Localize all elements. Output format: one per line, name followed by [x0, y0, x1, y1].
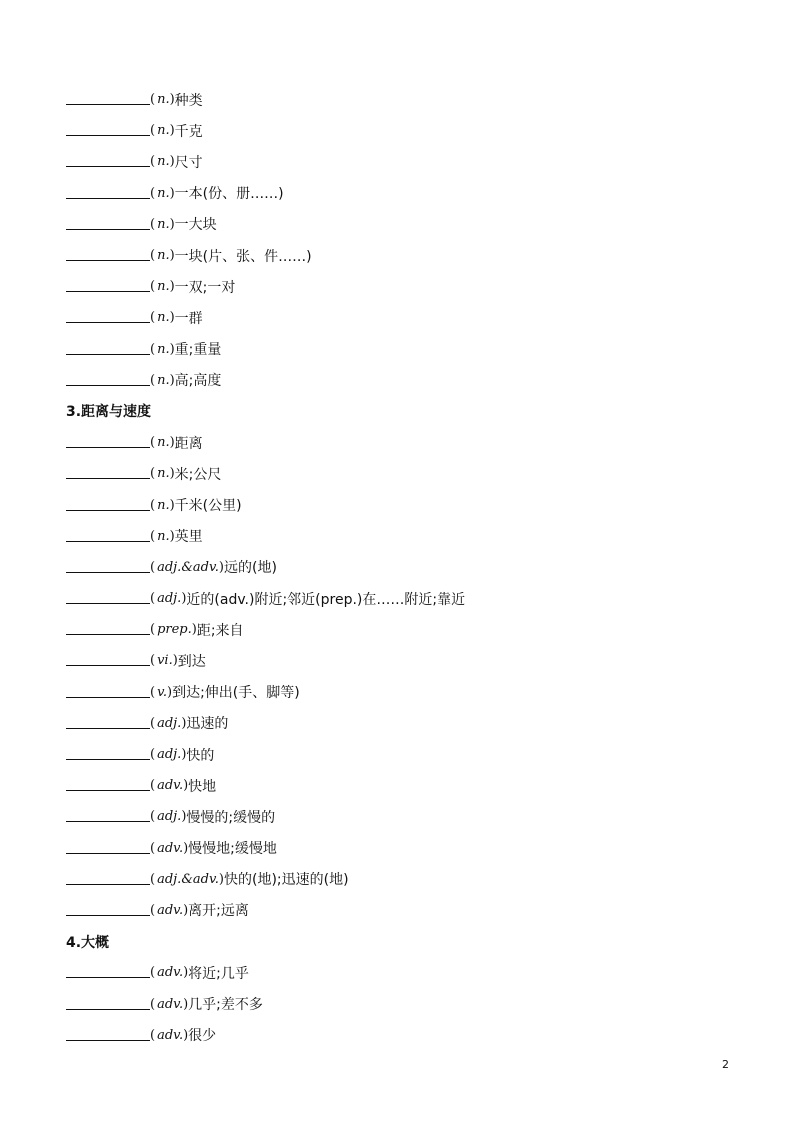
vocab-item	[66, 677, 746, 708]
chinese-meaning: 快的(地);迅速的(地)	[223, 872, 349, 889]
open-paren: (	[150, 185, 156, 201]
chinese-meaning: 几乎;差不多	[188, 997, 263, 1014]
answer-blank[interactable]	[66, 977, 150, 978]
vocab-item	[66, 271, 746, 302]
answer-blank[interactable]	[66, 104, 150, 105]
answer-blank[interactable]	[66, 603, 150, 604]
vocab-item	[66, 146, 746, 177]
close-paren: )	[169, 92, 175, 108]
close-paren: )	[169, 372, 175, 388]
close-paren: )	[169, 497, 175, 513]
section-heading-distance-speed: 3.距离与速度	[66, 404, 152, 421]
close-paren: )	[181, 809, 187, 825]
open-paren: (	[150, 92, 156, 108]
answer-blank[interactable]	[66, 790, 150, 791]
answer-blank[interactable]	[66, 354, 150, 355]
chinese-meaning: 慢慢地;缓慢地	[188, 841, 277, 858]
open-paren: (	[150, 715, 156, 731]
chinese-meaning: 离开;远离	[188, 903, 249, 920]
open-paren: (	[150, 216, 156, 232]
open-paren: (	[150, 497, 156, 513]
vocab-item	[66, 334, 746, 365]
chinese-meaning: 一块(片、张、件……)	[174, 248, 312, 265]
open-paren: (	[150, 965, 156, 981]
chinese-meaning: 一本(份、册……)	[174, 186, 284, 203]
part-of-speech: n.	[157, 216, 170, 232]
answer-blank[interactable]	[66, 447, 150, 448]
chinese-meaning: 英里	[174, 529, 203, 546]
vocab-item	[66, 115, 746, 146]
close-paren: )	[169, 466, 175, 482]
open-paren: (	[150, 341, 156, 357]
open-paren: (	[150, 778, 156, 794]
close-paren: )	[167, 684, 173, 700]
page-number: 2	[722, 1058, 729, 1071]
close-paren: )	[181, 715, 187, 731]
chinese-meaning: 重;重量	[174, 342, 222, 359]
part-of-speech: n.	[157, 341, 170, 357]
answer-blank[interactable]	[66, 728, 150, 729]
chinese-meaning: 迅速的	[186, 716, 229, 733]
close-paren: )	[169, 248, 175, 264]
part-of-speech: n.	[157, 154, 170, 170]
vocab-item	[66, 739, 746, 770]
part-of-speech: n.	[157, 497, 170, 513]
vocab-item	[66, 84, 746, 115]
open-paren: (	[150, 310, 156, 326]
chinese-meaning: 千克	[174, 123, 203, 140]
part-of-speech: adv.	[157, 902, 184, 918]
open-paren: (	[150, 809, 156, 825]
part-of-speech: prep.	[157, 622, 192, 638]
part-of-speech: n.	[157, 92, 170, 108]
part-of-speech: n.	[157, 372, 170, 388]
open-paren: (	[150, 871, 156, 887]
chinese-meaning: 一群	[174, 310, 203, 327]
vocab-item	[66, 240, 746, 271]
open-paren: (	[150, 559, 156, 575]
vocab-item	[66, 708, 746, 739]
section-heading-approximation: 4.大概	[66, 934, 110, 951]
part-of-speech: adv.	[157, 1027, 184, 1043]
open-paren: (	[150, 996, 156, 1012]
chinese-meaning: 尺寸	[174, 154, 203, 171]
answer-blank[interactable]	[66, 884, 150, 885]
open-paren: (	[150, 248, 156, 264]
open-paren: (	[150, 622, 156, 638]
vocab-item	[66, 614, 746, 645]
vocab-item	[66, 801, 746, 832]
part-of-speech: adj.&adv.	[157, 871, 219, 887]
open-paren: (	[150, 684, 156, 700]
open-paren: (	[150, 653, 156, 669]
part-of-speech: n.	[157, 310, 170, 326]
part-of-speech: adj.&adv.	[157, 559, 219, 575]
part-of-speech: adv.	[157, 965, 184, 981]
close-paren: )	[169, 435, 175, 451]
answer-blank[interactable]	[66, 541, 150, 542]
chinese-meaning: 很少	[188, 1028, 217, 1045]
chinese-meaning: 远的(地)	[223, 560, 277, 577]
answer-blank[interactable]	[66, 135, 150, 136]
close-paren: )	[183, 778, 189, 794]
part-of-speech: v.	[157, 684, 168, 700]
close-paren: )	[183, 1027, 189, 1043]
vocab-content	[66, 84, 746, 1051]
close-paren: )	[169, 279, 175, 295]
open-paren: (	[150, 154, 156, 170]
answer-blank[interactable]	[66, 260, 150, 261]
vocab-item	[66, 427, 746, 458]
chinese-meaning: 到达	[177, 653, 206, 670]
chinese-meaning: 快地	[188, 778, 217, 795]
chinese-meaning: 种类	[174, 92, 203, 109]
close-paren: )	[169, 123, 175, 139]
chinese-meaning: 慢慢的;缓慢的	[186, 809, 276, 826]
chinese-meaning: 一双;一对	[174, 279, 236, 296]
vocab-item	[66, 770, 746, 801]
part-of-speech: n.	[157, 248, 170, 264]
close-paren: )	[183, 965, 189, 981]
vocab-item	[66, 178, 746, 209]
part-of-speech: n.	[157, 279, 170, 295]
vocab-group-distance-speed	[66, 427, 746, 926]
answer-blank[interactable]	[66, 915, 150, 916]
part-of-speech: vi.	[157, 653, 173, 669]
close-paren: )	[183, 996, 189, 1012]
chinese-meaning: 距;来自	[196, 622, 244, 639]
part-of-speech: adj.	[157, 715, 182, 731]
part-of-speech: adv.	[157, 840, 184, 856]
answer-blank[interactable]	[66, 229, 150, 230]
close-paren: )	[218, 871, 224, 887]
close-paren: )	[169, 528, 175, 544]
open-paren: (	[150, 902, 156, 918]
answer-blank[interactable]	[66, 665, 150, 666]
open-paren: (	[150, 591, 156, 607]
chinese-meaning: 距离	[174, 435, 203, 452]
answer-blank[interactable]	[66, 510, 150, 511]
chinese-meaning: 近的(adv.)附近;邻近(prep.)在……附近;靠近	[186, 591, 466, 608]
close-paren: )	[172, 653, 178, 669]
open-paren: (	[150, 435, 156, 451]
part-of-speech: n.	[157, 528, 170, 544]
chinese-meaning: 到达;伸出(手、脚等)	[172, 685, 300, 702]
open-paren: (	[150, 840, 156, 856]
part-of-speech: adj.	[157, 591, 182, 607]
close-paren: )	[169, 310, 175, 326]
part-of-speech: n.	[157, 123, 170, 139]
close-paren: )	[169, 185, 175, 201]
chinese-meaning: 米;公尺	[174, 466, 222, 483]
close-paren: )	[169, 216, 175, 232]
part-of-speech: n.	[157, 185, 170, 201]
close-paren: )	[183, 840, 189, 856]
open-paren: (	[150, 466, 156, 482]
part-of-speech: adv.	[157, 778, 184, 794]
answer-blank[interactable]	[66, 821, 150, 822]
answer-blank[interactable]	[66, 1009, 150, 1010]
open-paren: (	[150, 123, 156, 139]
vocab-item	[66, 209, 746, 240]
chinese-meaning: 一大块	[174, 217, 217, 234]
vocab-item	[66, 645, 746, 676]
close-paren: )	[169, 341, 175, 357]
vocab-item	[66, 988, 746, 1019]
vocab-item	[66, 458, 746, 489]
vocab-item	[66, 521, 746, 552]
answer-blank[interactable]	[66, 478, 150, 479]
close-paren: )	[169, 154, 175, 170]
answer-blank[interactable]	[66, 198, 150, 199]
open-paren: (	[150, 279, 156, 295]
close-paren: )	[181, 591, 187, 607]
vocab-item	[66, 864, 746, 895]
close-paren: )	[191, 622, 197, 638]
vocab-group-approximation	[66, 957, 746, 1051]
answer-blank[interactable]	[66, 572, 150, 573]
vocab-item	[66, 895, 746, 926]
close-paren: )	[218, 559, 224, 575]
vocab-item	[66, 833, 746, 864]
open-paren: (	[150, 747, 156, 763]
close-paren: )	[181, 747, 187, 763]
vocab-item	[66, 1020, 746, 1051]
chinese-meaning: 快的	[186, 747, 215, 764]
open-paren: (	[150, 1027, 156, 1043]
chinese-meaning: 千米(公里)	[174, 498, 242, 515]
answer-blank[interactable]	[66, 291, 150, 292]
vocab-item	[66, 302, 746, 333]
vocab-item	[66, 552, 746, 583]
part-of-speech: n.	[157, 466, 170, 482]
part-of-speech: adv.	[157, 996, 184, 1012]
answer-blank[interactable]	[66, 1040, 150, 1041]
vocab-group-measure	[66, 84, 746, 396]
answer-blank[interactable]	[66, 759, 150, 760]
chinese-meaning: 将近;几乎	[188, 965, 249, 982]
answer-blank[interactable]	[66, 634, 150, 635]
vocab-item	[66, 489, 746, 520]
part-of-speech: adj.	[157, 809, 182, 825]
answer-blank[interactable]	[66, 853, 150, 854]
vocab-item	[66, 957, 746, 988]
chinese-meaning: 高;高度	[174, 373, 222, 390]
part-of-speech: n.	[157, 435, 170, 451]
part-of-speech: adj.	[157, 747, 182, 763]
close-paren: )	[183, 902, 189, 918]
answer-blank[interactable]	[66, 322, 150, 323]
open-paren: (	[150, 372, 156, 388]
open-paren: (	[150, 528, 156, 544]
vocab-item	[66, 583, 746, 614]
vocab-item	[66, 365, 746, 396]
answer-blank[interactable]	[66, 166, 150, 167]
answer-blank[interactable]	[66, 385, 150, 386]
answer-blank[interactable]	[66, 697, 150, 698]
